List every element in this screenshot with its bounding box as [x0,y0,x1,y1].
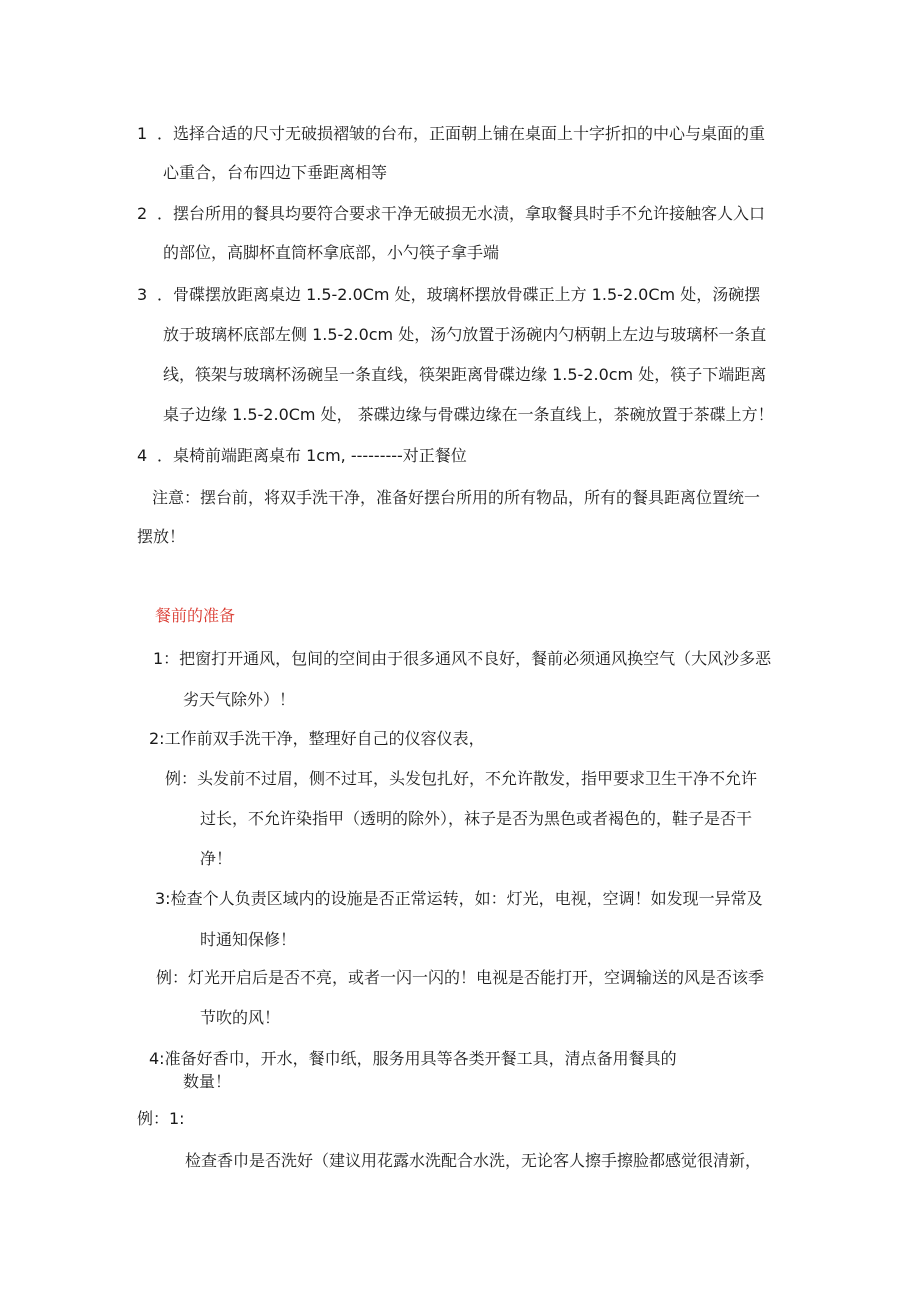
prep-item-text: 数量！ [183,1072,232,1091]
list-item-text: ．骨碟摆放距离桌边 1.5-2.0Cm 处，玻璃杯摆放骨碟正上方 1.5-2.0Cm 处，汤碗摆 [157,285,761,304]
prep-item-text: 4:准备好香巾，开水，餐巾纸，服务用具等各类开餐工具，清点备用餐具的 [149,1049,677,1068]
prep-item-text: 劣天气除外）！ [183,690,296,709]
example-text: 例：灯光开启后是否不亮，或者一闪一闪的！电视是否能打开，空调输送的风是否该季 [156,968,765,987]
prep-item-text: 1：把窗打开通风，包间的空间由于很多通风不良好，餐前必须通风换空气（大风沙多恶 [153,649,772,668]
list-item-number: 2 [137,204,148,223]
list-item-text: ．桌椅前端距离桌布 1cm, ---------对正餐位 [157,446,467,465]
example-text: 检查香巾是否洗好（建议用花露水洗配合水洗，无论客人擦手擦脸都感觉很清新， [185,1151,762,1170]
example-text: 例：头发前不过眉，侧不过耳，头发包扎好，不允许散发，指甲要求卫生干净不允许 [165,769,758,788]
example-text: 净！ [200,849,233,868]
list-item-text: ．摆台所用的餐具均要符合要求干净无破损无水渍，拿取餐具时手不允许接触客人入口 [157,204,766,223]
section-heading: 餐前的准备 [155,606,236,625]
list-item-text: 心重合，台布四边下垂距离相等 [163,163,388,182]
note-text: 注意：摆台前，将双手洗干净，准备好摆台所用的所有物品，所有的餐具距离位置统一 [152,488,761,507]
note-text: 摆放！ [137,527,186,546]
list-item-text: 桌子边缘 1.5-2.0Cm 处， 茶碟边缘与骨碟边缘在一条直线上，茶碗放置于茶碟上方！ [163,405,774,424]
list-item-text: 的部位，高脚杯直筒杯拿底部，小勺筷子拿手端 [163,243,500,262]
example-text: 过长，不允许染指甲（透明的除外），袜子是否为黑色或者褐色的，鞋子是否干 [200,809,753,828]
example-label: 例：1: [137,1109,185,1128]
list-item-number: 1 [137,124,148,143]
prep-item-text: 2:工作前双手洗干净，整理好自己的仪容仪表， [149,729,485,748]
list-item-text: ．选择合适的尺寸无破损褶皱的台布，正面朝上铺在桌面上十字折扣的中心与桌面的重 [157,124,766,143]
list-item-text: 放于玻璃杯底部左侧 1.5-2.0cm 处，汤勺放置于汤碗内勺柄朝上左边与玻璃杯一条直 [163,325,767,344]
list-item-number: 3 [137,285,148,304]
list-item-number: 4 [137,446,148,465]
prep-item-text: 3:检查个人负责区域内的设施是否正常运转，如：灯光，电视，空调！如发现一异常及 [155,889,763,908]
prep-item-text: 时通知保修！ [200,930,297,949]
list-item-text: 线，筷架与玻璃杯汤碗呈一条直线，筷架距离骨碟边缘 1.5-2.0cm 处，筷子下端距离 [163,365,767,384]
example-text: 节吹的风！ [200,1008,281,1027]
